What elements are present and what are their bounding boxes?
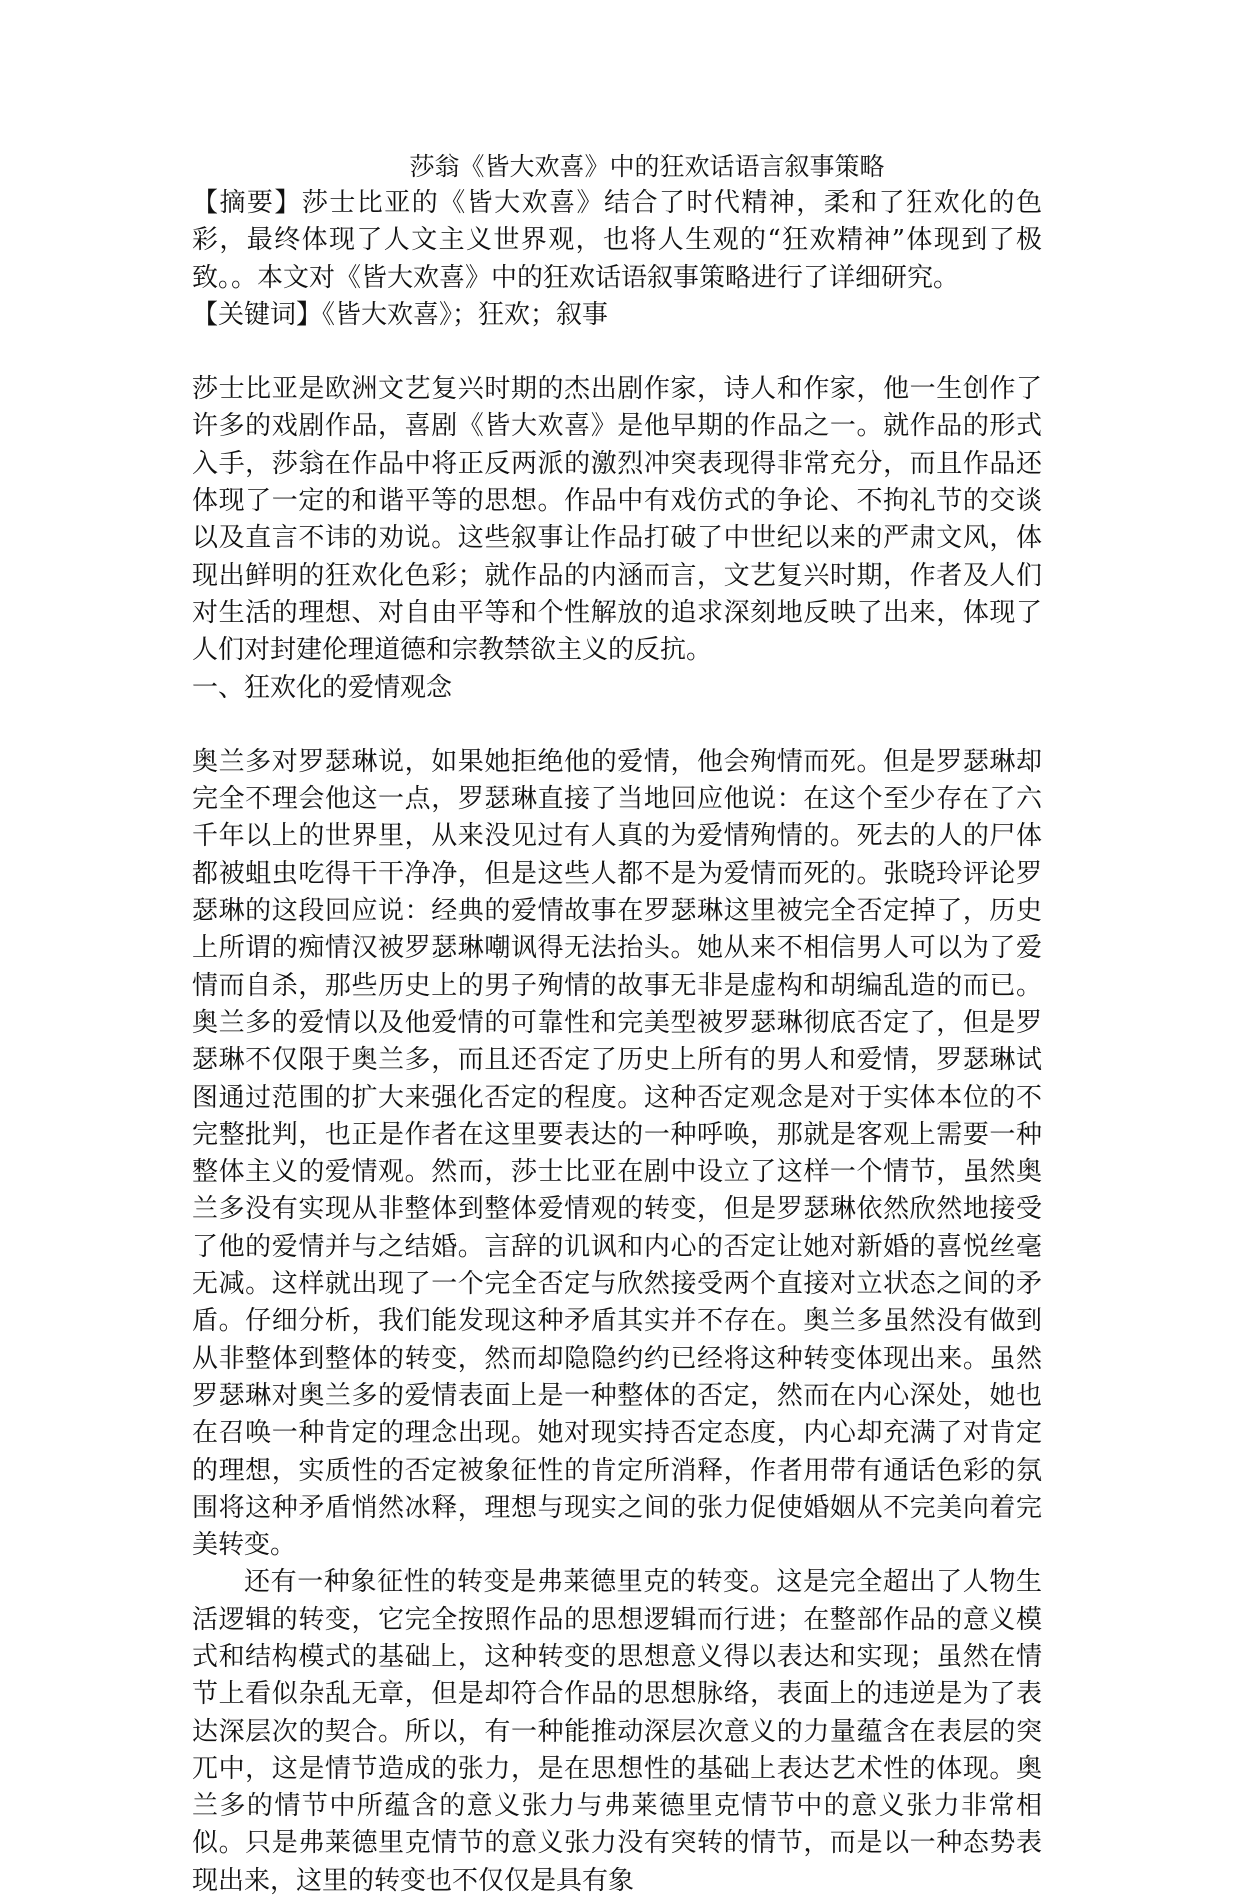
blank-line [192,334,1042,371]
body-paragraph: 奥兰多对罗瑟琳说，如果她拒绝他的爱情，他会殉情而死。但是罗瑟琳却完全不理会他这一点，罗瑟琳直接了当地回应他说：在这个至少存在了六千年以上的世界里，从来没见过有人真的为爱情殉情的。死去的人的尸体都被蛆虫吃得干干净净，但是这些人都不是为爱情而死的。张晓玲评论罗瑟琳的这段回应说：经典的爱情故事在罗瑟琳这里被完全否定掉了，历史上所谓的痴情汉被罗瑟琳嘲讽得无法抬头。她从来不相信男人可以为了爱情而自杀，那些历史上的男子殉情的故事无非是虚构和胡编乱造的而已。奥兰多的爱情以及他爱情的可靠性和完美型被罗瑟琳彻底否定了，但是罗瑟琳不仅限于奥兰多，而且还否定了历史上所有的男人和爱情，罗瑟琳试图通过范围的扩大来强化否定的程度。这种否定观念是对于实体本位的不完整批判，也正是作者在这里要表达的一种呼唤，那就是客观上需要一种整体主义的爱情观。然而，莎士比亚在剧中设立了这样一个情节，虽然奥兰多没有实现从非整体到整体爱情观的转变，但是罗瑟琳依然欣然地接受了他的爱情并与之结婚。言辞的讥讽和内心的否定让她对新婚的喜悦丝毫无减。这样就出现了一个完全否定与欣然接受两个直接对立状态之间的矛盾。仔细分析，我们能发现这种矛盾其实并不存在。奥兰多虽然没有做到从非整体到整体的转变，然而却隐隐约约已经将这种转变体现出来。虽然罗瑟琳对奥兰多的爱情表面上是一种整体的否定，然而在内心深处，她也在召唤一种肯定的理念出现。她对现实持否定态度，内心却充满了对肯定的理想，实质性的否定被象征性的肯定所消释，作者用带有通话色彩的氛围将这种矛盾悄然冰释，理想与现实之间的张力促使婚姻从不完美向着完美转变。 [192,746,1042,1561]
blank-line [192,707,1042,744]
abstract-text: 莎士比亚的《皆大欢喜》结合了时代精神，柔和了狂欢化的色彩，最终体现了人文主义世界观，也将人生观的“狂欢精神”体现到了极致。。本文对《皆大欢喜》中的狂欢话语叙事策略进行了详细研究。 [192,188,1042,293]
body-paragraph: 还有一种象征性的转变是弗莱德里克的转变。这是完全超出了人物生活逻辑的转变，它完全按照作品的思想逻辑而行进；在整部作品的意义模式和结构模式的基础上，这种转变的思想意义得以表达和实现；虽然在情节上看似杂乱无章，但是却符合作品的思想脉络，表面上的违逆是为了表达深层次的契合。所以，有一种能推动深层次意义的力量蕴含在表层的突兀中，这是情节造成的张力，是在思想性的基础上表达艺术性的体现。奥兰多的情节中所蕴含的意义张力与弗莱德里克情节中的意义张力非常相似。只是弗莱德里克情节的意义张力没有突转的情节，而是以一种态势表现出来，这里的转变也不仅仅是具有象 [192,1567,1042,1896]
keywords-text: 《皆大欢喜》；狂欢；叙事 [322,299,609,330]
abstract-label: 【摘要】 [192,188,302,218]
keywords [192,297,1042,334]
document-title: 莎翁《皆大欢喜》中的狂欢话语言叙事策略 [409,152,885,181]
section-heading: 一、狂欢化的爱情观念 [192,672,453,703]
abstract [192,185,1042,297]
intro-paragraph: 莎士比亚是欧洲文艺复兴时期的杰出剧作家，诗人和作家，他一生创作了许多的戏剧作品，喜剧《皆大欢喜》是他早期的作品之一。就作品的形式入手，莎翁在作品中将正反两派的激烈冲突表现得非常充分，而且作品还体现了一定的和谐平等的思想。作品中有戏仿式的争论、不拘礼节的交谈以及直言不讳的劝说。这些叙事让作品打破了中世纪以来的严肃文风，体现出鲜明的狂欢化色彩；就作品的内涵而言，文艺复兴时期，作者及人们对生活的理想、对自由平等和个性解放的追求深刻地反映了出来，体现了人们对封建伦理道德和宗教禁欲主义的反抗。 [192,374,1042,666]
document-page [192,148,1042,1900]
keywords-label: 【关键词】 [192,299,323,330]
